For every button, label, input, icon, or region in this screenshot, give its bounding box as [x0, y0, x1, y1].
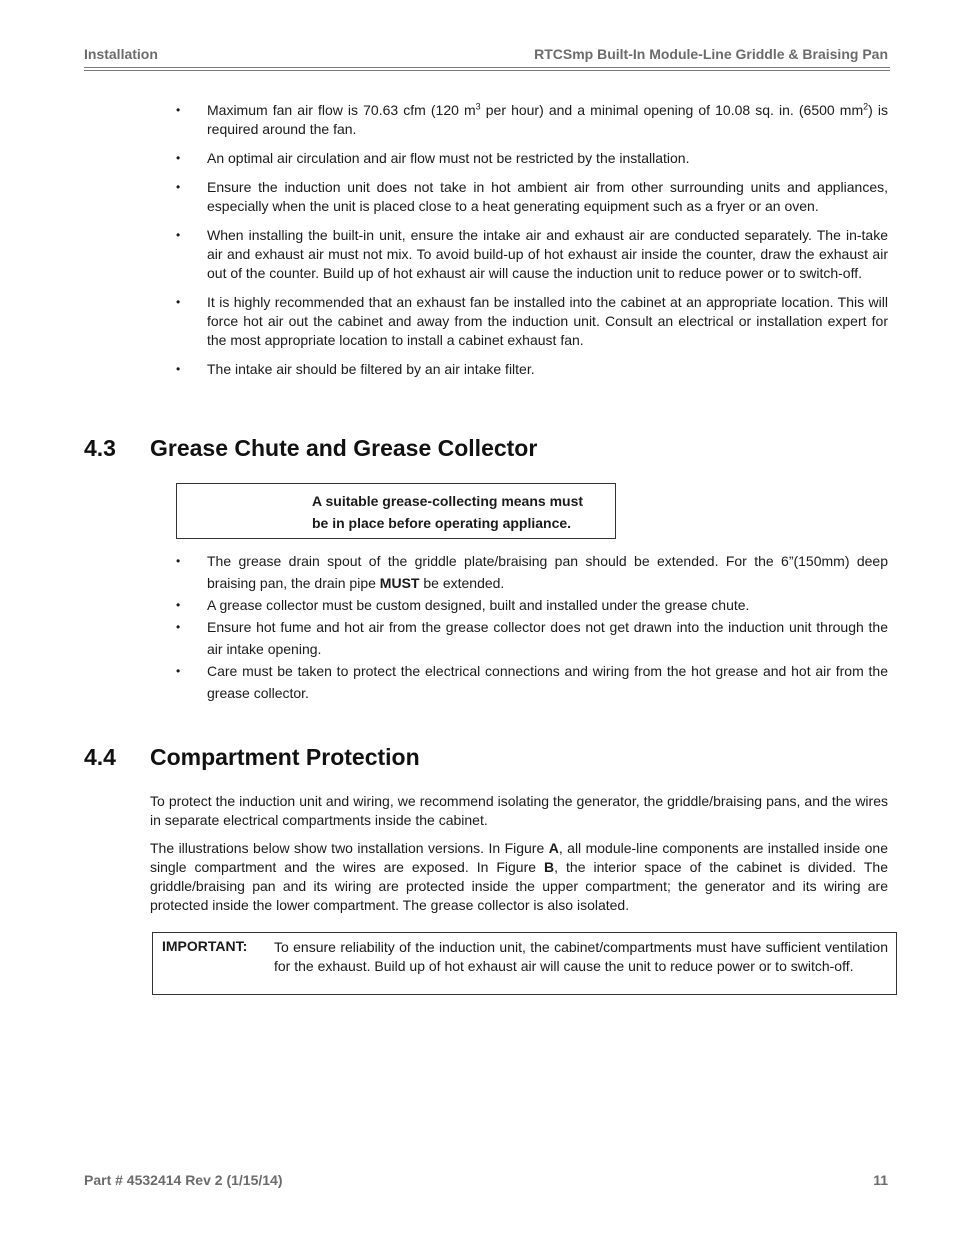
important-label: IMPORTANT: — [162, 938, 248, 954]
bullet-icon: • — [176, 598, 181, 612]
page-footer — [84, 1172, 888, 1190]
page-header — [84, 46, 888, 64]
section-number: 4.4 — [84, 744, 116, 770]
list-item: • It is highly recommended that an exhaust fan be installed into the cabinet at an appropriate location. This will force hot air out the cabinet and away from the induction unit. Consult an electrical or installation expert for the most appropriate location to install a cabinet exhaust fan. — [176, 294, 888, 348]
section-title: Compartment Protection — [150, 744, 420, 770]
header-section-name: Installation — [84, 46, 158, 62]
compartment-paragraph-2: The illustrations below show two installation versions. In Figure A, all module-line components are installed inside one single compartment and the wires are exposed. In Figure B, the interior space of the cabinet is divided. The griddle/braising pan and its wiring are protected inside the upper compartment; the generator and its wiring are protected inside the lower compartment. The grease collector is also isolated. — [150, 840, 888, 913]
header-document-title: RTCSmp Built-In Module-Line Griddle & Braising Pan — [534, 46, 888, 62]
bullet-icon: • — [176, 554, 181, 568]
list-item: • Maximum fan air flow is 70.63 cfm (120 $m^3$ per hour) and a minimal opening of 10.08 sq. in. (6500 $mm^2$) is required around the fan. — [176, 101, 888, 137]
list-item: • A grease collector must be custom designed, built and installed under the grease chute. — [176, 594, 888, 616]
important-notice-box — [152, 932, 897, 995]
grease-notice-box — [176, 483, 616, 539]
list-item: • When installing the built-in unit, ensure the intake air and exhaust air are conducted separately. The in-take air and exhaust air must not mix. To avoid build-up of hot exhaust air inside the counter, draw the exhaust air out of the counter. Build up of hot exhaust air will cause the induction unit to reduce power or to switch-off. — [176, 227, 888, 281]
bullet-icon: • — [176, 180, 181, 194]
grease-bullet-list — [176, 550, 888, 704]
bullet-icon: • — [176, 620, 181, 634]
bullet-icon: • — [176, 295, 181, 309]
header-rule-bottom — [84, 70, 890, 71]
compartment-paragraph-1: To protect the induction unit and wiring, we recommend isolating the generator, the griddle/braising pans, and the wires in separate electrical compartments inside the cabinet. — [150, 793, 888, 828]
bullet-icon: • — [176, 228, 181, 242]
list-item: • The grease drain spout of the griddle plate/braising pan should be extended. For the 6”(150mm) deep braising pan, the drain pipe MUST be extended. — [176, 550, 888, 594]
bullet-icon: • — [176, 664, 181, 678]
list-item: • Care must be taken to protect the electrical connections and wiring from the hot grease and hot air from the grease collector. — [176, 660, 888, 704]
footer-part-number: Part # 4532414 Rev 2 (1/15/14) — [84, 1172, 283, 1188]
footer-page-number: 11 — [873, 1172, 888, 1188]
ventilation-bullet-list — [176, 101, 888, 389]
section-number: 4.3 — [84, 435, 116, 461]
list-item: • The intake air should be filtered by an air intake filter. — [176, 361, 535, 377]
list-item: • Ensure hot fume and hot air from the grease collector does not get drawn into the induction unit through the air intake opening. — [176, 616, 888, 660]
header-rule-top — [84, 67, 890, 68]
bullet-icon: • — [176, 151, 181, 165]
list-item: • Ensure the induction unit does not take in hot ambient air from other surrounding units and appliances, especially when the unit is placed close to a heat generating equipment such as a fryer or an oven. — [176, 179, 888, 214]
bullet-icon: • — [176, 103, 181, 117]
bullet-icon: • — [176, 362, 181, 376]
section-heading-4-3 — [84, 435, 537, 462]
section-title: Grease Chute and Grease Collector — [150, 435, 538, 461]
important-text: To ensure reliability of the induction unit, the cabinet/compartments must have sufficient ventilation for the exhaust. Build up of hot exhaust air will cause the unit to reduce power or to switch-off. — [274, 939, 888, 974]
notice-text: A suitable grease-collecting means must be in place before operating appliance. — [312, 493, 584, 531]
list-item: • An optimal air circulation and air flow must not be restricted by the installation. — [176, 150, 690, 166]
section-heading-4-4 — [84, 744, 420, 771]
